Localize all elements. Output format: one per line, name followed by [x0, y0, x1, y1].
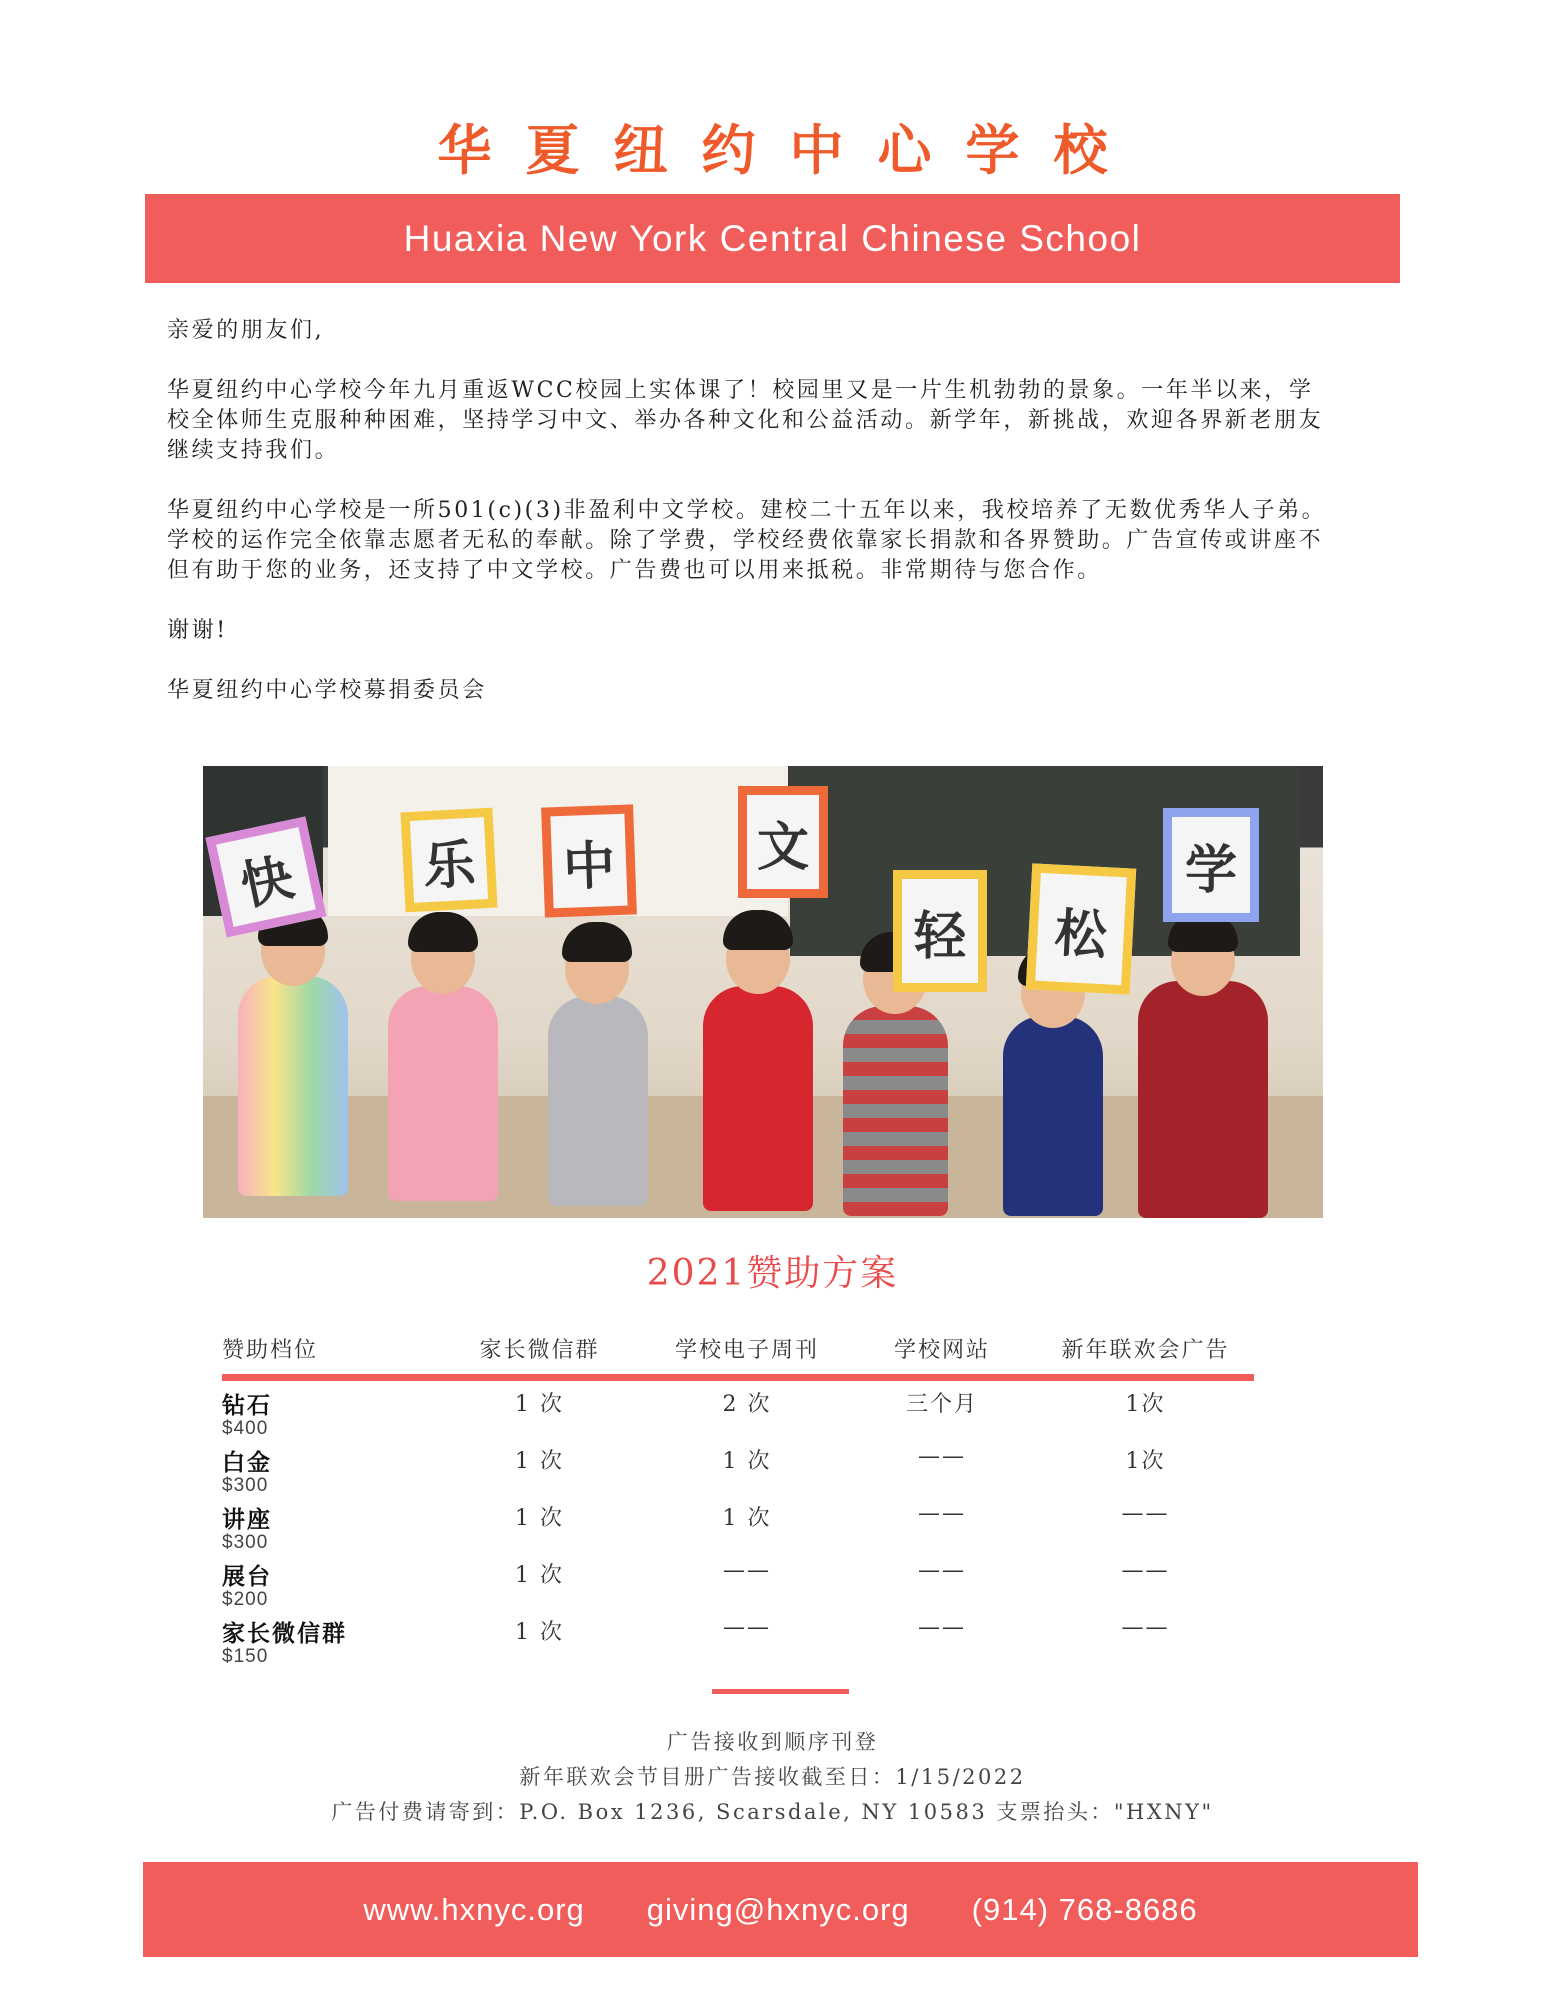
- tier-cell: [222, 1552, 432, 1609]
- cell-value: ——: [918, 1558, 966, 1583]
- tier-cell: [222, 1438, 432, 1495]
- table-row: [222, 1495, 1254, 1552]
- table-cell: [647, 1552, 847, 1609]
- character-card-1: [206, 817, 327, 938]
- table-cell: [647, 1495, 847, 1552]
- child-4: [703, 986, 813, 1211]
- table-cell: [1037, 1378, 1254, 1439]
- card-character: 乐: [421, 834, 477, 897]
- cell-value: 1 次: [722, 1506, 772, 1531]
- table-cell: [432, 1438, 647, 1495]
- page-title-chinese: 华夏纽约中心学校: [437, 118, 1142, 182]
- table-cell: [432, 1495, 647, 1552]
- table-cell: [1037, 1438, 1254, 1495]
- tier-cell: [222, 1495, 432, 1552]
- cell-value: 三个月: [905, 1392, 978, 1417]
- table-cell: [432, 1552, 647, 1609]
- cell-value: ——: [723, 1558, 771, 1583]
- sponsorship-table: [222, 1318, 1254, 1666]
- child-3: [548, 996, 648, 1206]
- cell-value: ——: [1121, 1558, 1170, 1583]
- tier-price: $150: [222, 1646, 269, 1667]
- table-cell: [1037, 1552, 1254, 1609]
- table-cell: [847, 1438, 1037, 1495]
- tier-cell: [222, 1609, 432, 1666]
- header-e-newsletter: 学校电子周刊: [647, 1318, 847, 1378]
- table-cell: [1037, 1495, 1254, 1552]
- child-7: [1138, 981, 1268, 1218]
- table-cell: [432, 1609, 647, 1666]
- note-order: 广告接收到顺序刊登: [666, 1730, 879, 1754]
- tier-price: $300: [222, 1475, 269, 1496]
- child-hair: [562, 922, 632, 962]
- character-card-3: [541, 804, 637, 917]
- phone-number[interactable]: (914) 768-8686: [971, 1891, 1198, 1927]
- letter-thanks: 谢谢!: [167, 618, 228, 643]
- section-divider: [712, 1689, 849, 1694]
- table-cell: [847, 1609, 1037, 1666]
- tier-price: $200: [222, 1589, 269, 1610]
- table-row: [222, 1378, 1254, 1439]
- header-website: 学校网站: [847, 1318, 1037, 1378]
- cell-value: 1 次: [722, 1449, 772, 1474]
- email-link[interactable]: giving@hxnyc.org: [646, 1891, 910, 1927]
- tier-name: 白金: [222, 1449, 272, 1476]
- child-5: [843, 1006, 948, 1216]
- table-cell: [1037, 1609, 1254, 1666]
- tier-name: 讲座: [222, 1506, 272, 1533]
- card-character: 文: [756, 817, 809, 878]
- card-character: 快: [235, 847, 299, 918]
- tier-price: $300: [222, 1532, 269, 1553]
- note-payment: 广告付费请寄到：P.O. Box 1236, Scarsdale, NY 10583 支票抬头："HXNY": [331, 1800, 1214, 1824]
- cell-value: ——: [918, 1444, 966, 1469]
- cell-value: 1 次: [515, 1506, 564, 1531]
- child-1: [238, 976, 348, 1196]
- table-cell: [847, 1552, 1037, 1609]
- page-title-english: Huaxia New York Central Chinese School: [403, 217, 1142, 259]
- cell-value: ——: [918, 1615, 966, 1640]
- header-wechat-group: 家长微信群: [432, 1318, 647, 1378]
- card-character: 松: [1053, 903, 1109, 966]
- letter-paragraph-1: 华夏纽约中心学校今年九月重返WCC校园上实体课了！校园里又是一片生机勃勃的景象。一年半以来，学校全体师生克服种种困难，坚持学习中文、举办各种文化和公益活动。新学年，新挑战，欢迎各界新老朋友继续支持我们。: [167, 378, 1324, 463]
- tier-name: 展台: [222, 1563, 272, 1590]
- header-tier: 赞助档位: [222, 1318, 432, 1378]
- cell-value: 1 次: [515, 1620, 564, 1645]
- cell-value: ——: [918, 1501, 966, 1526]
- table-row: [222, 1438, 1254, 1495]
- header-gala-ad: 新年联欢会广告: [1037, 1318, 1254, 1378]
- character-card-6: [1026, 863, 1136, 994]
- sponsorship-title: 2021赞助方案: [646, 1253, 899, 1294]
- table-cell: [847, 1378, 1037, 1439]
- table-cell: [647, 1378, 847, 1439]
- tier-cell: [222, 1378, 432, 1439]
- cell-value: 1 次: [515, 1563, 564, 1588]
- contact-footer: [143, 1862, 1418, 1957]
- table-cell: [647, 1438, 847, 1495]
- character-card-4: [738, 786, 828, 898]
- card-character: 轻: [913, 906, 966, 967]
- character-card-7: [1163, 808, 1259, 922]
- cell-value: ——: [1121, 1501, 1170, 1526]
- table-row: [222, 1609, 1254, 1666]
- tier-price: $400: [222, 1418, 269, 1439]
- table-cell: [847, 1495, 1037, 1552]
- letter-paragraph-2: 华夏纽约中心学校是一所501(c)(3)非盈利中文学校。建校二十五年以来，我校培养了无数优秀华人子弟。学校的运作完全依靠志愿者无私的奉献。除了学费，学校经费依靠家长捐款和各界赞助。广告宣传或讲座不但有助于您的业务，还支持了中文学校。广告费也可以用来抵税。非常期待与您合作。: [167, 498, 1327, 583]
- website-link[interactable]: www.hxnyc.org: [363, 1891, 585, 1927]
- table-row: [222, 1552, 1254, 1609]
- cell-value: ——: [1121, 1615, 1170, 1640]
- cell-value: 1 次: [515, 1392, 564, 1417]
- ad-notes: [0, 1725, 1545, 1830]
- tier-name: 家长微信群: [222, 1620, 347, 1647]
- card-character: 学: [1184, 840, 1237, 901]
- letter-body: [167, 316, 1337, 736]
- cell-value: ——: [723, 1615, 771, 1640]
- table-cell: [432, 1378, 647, 1439]
- child-2: [388, 986, 498, 1201]
- children-photo: [203, 766, 1323, 1218]
- card-character: 中: [562, 835, 617, 898]
- child-hair: [723, 910, 793, 950]
- cell-value: 1次: [1125, 1449, 1166, 1474]
- cell-value: 1次: [1125, 1392, 1166, 1417]
- character-card-2: [400, 808, 497, 913]
- tier-name: 钻石: [222, 1392, 272, 1419]
- cell-value: 2 次: [722, 1392, 772, 1417]
- school-name-banner: [145, 194, 1400, 283]
- character-card-5: [893, 870, 987, 992]
- table-header-row: [222, 1318, 1254, 1378]
- table-cell: [647, 1609, 847, 1666]
- child-hair: [408, 912, 478, 952]
- note-deadline: 新年联欢会节目册广告接收截至日：1/15/2022: [519, 1765, 1026, 1789]
- cell-value: 1 次: [515, 1449, 564, 1474]
- letter-signature: 华夏纽约中心学校募捐委员会: [167, 678, 487, 703]
- child-6: [1003, 1016, 1103, 1216]
- letter-salutation: 亲爱的朋友们,: [167, 318, 325, 343]
